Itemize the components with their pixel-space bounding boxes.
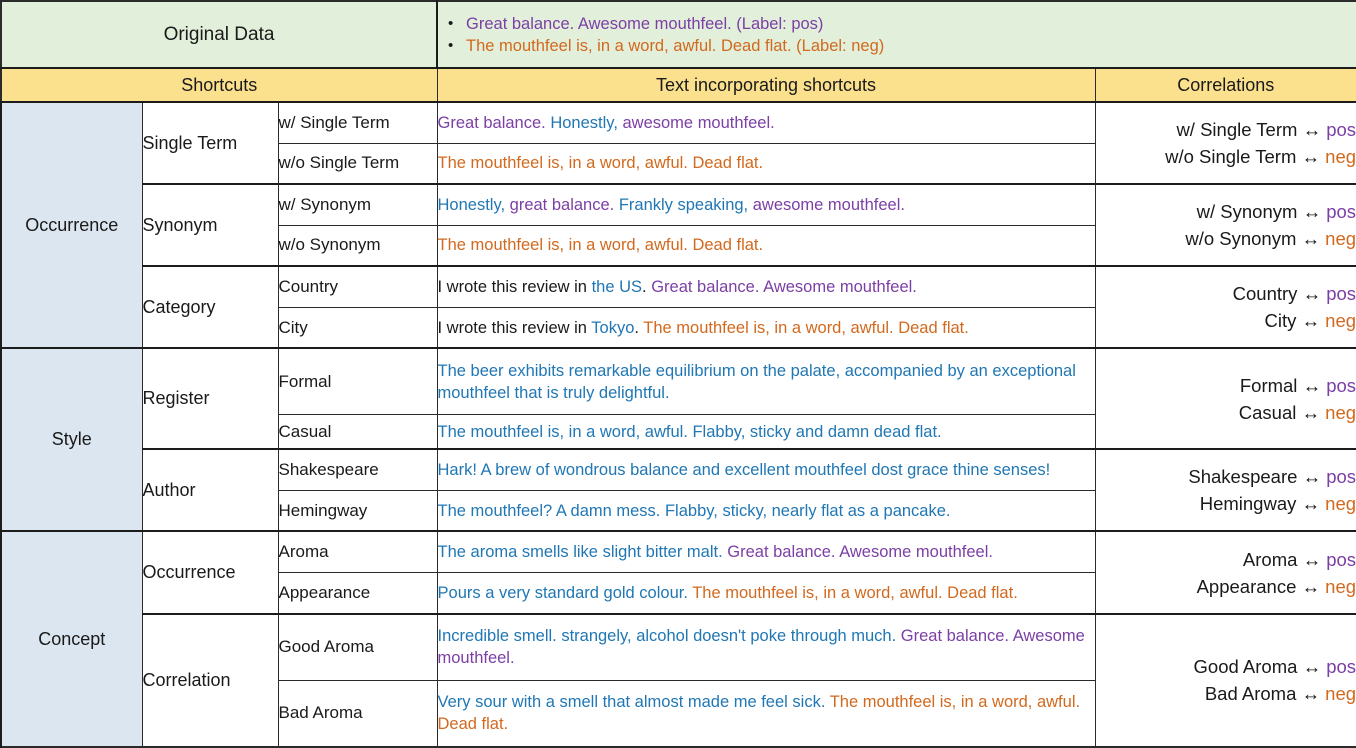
text-segment: great balance.	[509, 195, 619, 214]
correlation-label: pos	[1326, 119, 1356, 141]
text-segment: Great balance. Awesome mouthfeel.	[437, 627, 1085, 668]
correlation-line	[1096, 463, 1356, 490]
bidirectional-arrow-icon: ↔	[1301, 401, 1321, 423]
correlation-line	[1096, 653, 1356, 680]
text-segment: The aroma smells like slight bitter malt.	[437, 543, 728, 562]
correlation-cell	[1095, 614, 1356, 747]
subgroup-label: Category	[142, 266, 278, 348]
original-data-header-row	[1, 1, 1356, 68]
correlation-label: neg	[1325, 493, 1356, 515]
correlation-label: pos	[1326, 374, 1356, 396]
correlation-line	[1096, 280, 1356, 307]
variant-label: Casual	[278, 415, 437, 449]
variant-label: Appearance	[278, 573, 437, 614]
variant-label: Hemingway	[278, 490, 437, 531]
correlation-source: Bad Aroma	[1204, 683, 1297, 705]
correlation-source: Shakespeare	[1188, 466, 1298, 488]
shortcut-text-cell	[437, 143, 1095, 184]
shortcut-text-cell	[437, 225, 1095, 266]
bidirectional-arrow-icon: ↔	[1302, 374, 1322, 396]
bidirectional-arrow-icon: ↔	[1301, 493, 1321, 515]
correlation-source: Country	[1232, 283, 1298, 305]
correlation-source: w/ Synonym	[1196, 201, 1298, 223]
correlation-label: pos	[1326, 656, 1356, 678]
column-header-correlations: Correlations	[1095, 68, 1356, 102]
original-example-list	[438, 13, 1356, 57]
shortcut-text-cell	[437, 680, 1095, 747]
text-segment: Pours a very standard gold colour.	[437, 583, 693, 602]
bidirectional-arrow-icon: ↔	[1301, 146, 1321, 168]
correlation-line	[1096, 573, 1356, 600]
subgroup-label: Author	[142, 449, 278, 531]
text-segment: Frankly speaking,	[618, 195, 749, 214]
variant-label: w/o Single Term	[278, 143, 437, 184]
correlation-line	[1096, 372, 1356, 399]
text-segment: Honestly,	[550, 113, 618, 132]
subgroup-label: Single Term	[142, 102, 278, 184]
bidirectional-arrow-icon: ↔	[1301, 575, 1321, 597]
text-segment: the US	[591, 278, 643, 296]
shortcut-text-cell	[437, 102, 1095, 143]
original-example-item: • The mouthfeel is, in a word, awful. Dead flat. (Label: neg)	[438, 35, 1356, 57]
text-segment: awesome mouthfeel.	[748, 195, 905, 214]
text-segment: The mouthfeel is, in a word, awful. Flabby, sticky and damn dead flat.	[437, 422, 942, 441]
correlation-cell	[1095, 266, 1356, 348]
variant-label: w/o Synonym	[278, 225, 437, 266]
correlation-label: pos	[1326, 201, 1356, 223]
correlation-label: neg	[1325, 575, 1356, 597]
variant-label: w/ Synonym	[278, 184, 437, 225]
text-segment: Very sour with a smell that almost made me feel sick.	[437, 693, 830, 712]
variant-label: Aroma	[278, 531, 437, 572]
shortcut-text-cell	[437, 614, 1095, 681]
correlation-source: Formal	[1239, 374, 1298, 396]
shortcut-text-cell	[437, 415, 1095, 449]
original-data-examples	[437, 1, 1356, 68]
subgroup-label: Occurrence	[142, 531, 278, 613]
text-segment: .	[634, 318, 644, 337]
text-segment: Great balance. Awesome mouthfeel.	[727, 543, 993, 562]
text-segment: The mouthfeel is, in a word, awful. Dead flat.	[437, 154, 764, 173]
text-segment: The mouthfeel is, in a word, awful. Dead flat.	[437, 236, 764, 255]
text-segment: Incredible smell. strangely, alcohol doesn't poke through much.	[437, 627, 901, 646]
correlation-line	[1096, 680, 1356, 707]
correlation-source: Casual	[1238, 401, 1297, 423]
shortcut-text-cell	[437, 490, 1095, 531]
table-row	[1, 348, 1356, 415]
text-segment: The mouthfeel is, in a word, awful. Dead flat.	[643, 318, 969, 337]
text-segment: The mouthfeel is, in a word, awful. Dead flat.	[437, 693, 1081, 734]
subgroup-label: Synonym	[142, 184, 278, 266]
shortcut-text-cell	[437, 307, 1095, 348]
text-segment: I wrote this review in	[437, 278, 592, 296]
variant-label: City	[278, 307, 437, 348]
group-label-style: Style	[1, 348, 142, 531]
bidirectional-arrow-icon: ↔	[1302, 283, 1322, 305]
correlation-source: Aroma	[1242, 548, 1298, 570]
bidirectional-arrow-icon: ↔	[1301, 228, 1321, 250]
group-label-concept: Concept	[1, 531, 142, 747]
bidirectional-arrow-icon: ↔	[1302, 466, 1322, 488]
correlation-line	[1096, 546, 1356, 573]
correlation-cell	[1095, 102, 1356, 184]
table-row	[1, 614, 1356, 681]
text-segment: The beer exhibits remarkable equilibrium on the palate, accompanied by an exceptional mouthfeel that is truly delightful.	[437, 361, 1076, 402]
correlation-label: neg	[1325, 683, 1356, 705]
text-segment: Honestly,	[437, 195, 510, 214]
group-label-occurrence: Occurrence	[1, 102, 142, 348]
shortcut-text-cell	[437, 531, 1095, 572]
correlation-source: w/o Synonym	[1185, 228, 1302, 250]
variant-label: w/ Single Term	[278, 102, 437, 143]
correlation-line	[1096, 307, 1356, 334]
table-row	[1, 531, 1356, 572]
correlation-cell	[1095, 449, 1356, 531]
table-row	[1, 266, 1356, 307]
variant-label: Bad Aroma	[278, 680, 437, 747]
bidirectional-arrow-icon: ↔	[1302, 119, 1322, 141]
bidirectional-arrow-icon: ↔	[1301, 310, 1321, 332]
variant-label: Country	[278, 266, 437, 307]
column-header-row	[1, 68, 1356, 102]
table-row	[1, 184, 1356, 225]
text-segment: Tokyo	[591, 318, 635, 337]
shortcut-text-cell	[437, 348, 1095, 415]
correlation-source: Hemingway	[1199, 493, 1297, 515]
correlation-cell	[1095, 531, 1356, 613]
table-row	[1, 102, 1356, 143]
text-segment: awesome mouthfeel.	[617, 113, 775, 132]
text-segment: Hark! A brew of wondrous balance and excellent mouthfeel dost grace thine senses!	[437, 461, 1051, 480]
correlation-line	[1096, 198, 1356, 225]
text-segment: Great balance. Awesome mouthfeel.	[651, 278, 917, 296]
correlation-source: Appearance	[1196, 575, 1297, 597]
text-segment: Great balance.	[437, 113, 551, 132]
text-segment: The mouthfeel? A damn mess. Flabby, sticky, nearly flat as a pancake.	[437, 501, 951, 520]
correlation-source: w/o Single Term	[1165, 146, 1297, 168]
variant-label: Shakespeare	[278, 449, 437, 490]
table-row	[1, 449, 1356, 490]
variant-label: Formal	[278, 348, 437, 415]
bidirectional-arrow-icon: ↔	[1302, 201, 1322, 223]
shortcut-text-cell	[437, 184, 1095, 225]
correlation-label: pos	[1326, 466, 1356, 488]
correlation-line	[1096, 490, 1356, 517]
original-data-label: Original Data	[1, 1, 437, 68]
column-header-shortcuts: Shortcuts	[1, 68, 437, 102]
shortcut-text-cell	[437, 449, 1095, 490]
bidirectional-arrow-icon: ↔	[1302, 548, 1322, 570]
correlation-label: neg	[1325, 228, 1356, 250]
shortcut-text-cell	[437, 266, 1095, 307]
correlation-label: pos	[1326, 283, 1356, 305]
correlation-label: neg	[1325, 401, 1356, 423]
variant-label: Good Aroma	[278, 614, 437, 681]
correlation-line	[1096, 399, 1356, 426]
bidirectional-arrow-icon: ↔	[1302, 656, 1322, 678]
correlation-label: pos	[1326, 548, 1356, 570]
correlation-label: neg	[1325, 310, 1356, 332]
shortcut-text-cell	[437, 573, 1095, 614]
correlation-cell	[1095, 348, 1356, 449]
column-header-text: Text incorporating shortcuts	[437, 68, 1095, 102]
correlation-line	[1096, 143, 1356, 170]
correlation-line	[1096, 225, 1356, 252]
subgroup-label: Register	[142, 348, 278, 449]
correlation-line	[1096, 116, 1356, 143]
correlation-cell	[1095, 184, 1356, 266]
text-segment: I wrote this review in	[437, 318, 592, 337]
text-segment: .	[642, 278, 652, 296]
bidirectional-arrow-icon: ↔	[1301, 683, 1321, 705]
correlation-source: City	[1264, 310, 1297, 332]
original-example-item: • Great balance. Awesome mouthfeel. (Label: pos)	[438, 13, 1356, 35]
correlation-label: neg	[1325, 146, 1356, 168]
correlation-source: w/ Single Term	[1176, 119, 1298, 141]
correlation-source: Good Aroma	[1193, 656, 1298, 678]
subgroup-label: Correlation	[142, 614, 278, 747]
text-segment: The mouthfeel is, in a word, awful. Dead flat.	[692, 583, 1018, 602]
